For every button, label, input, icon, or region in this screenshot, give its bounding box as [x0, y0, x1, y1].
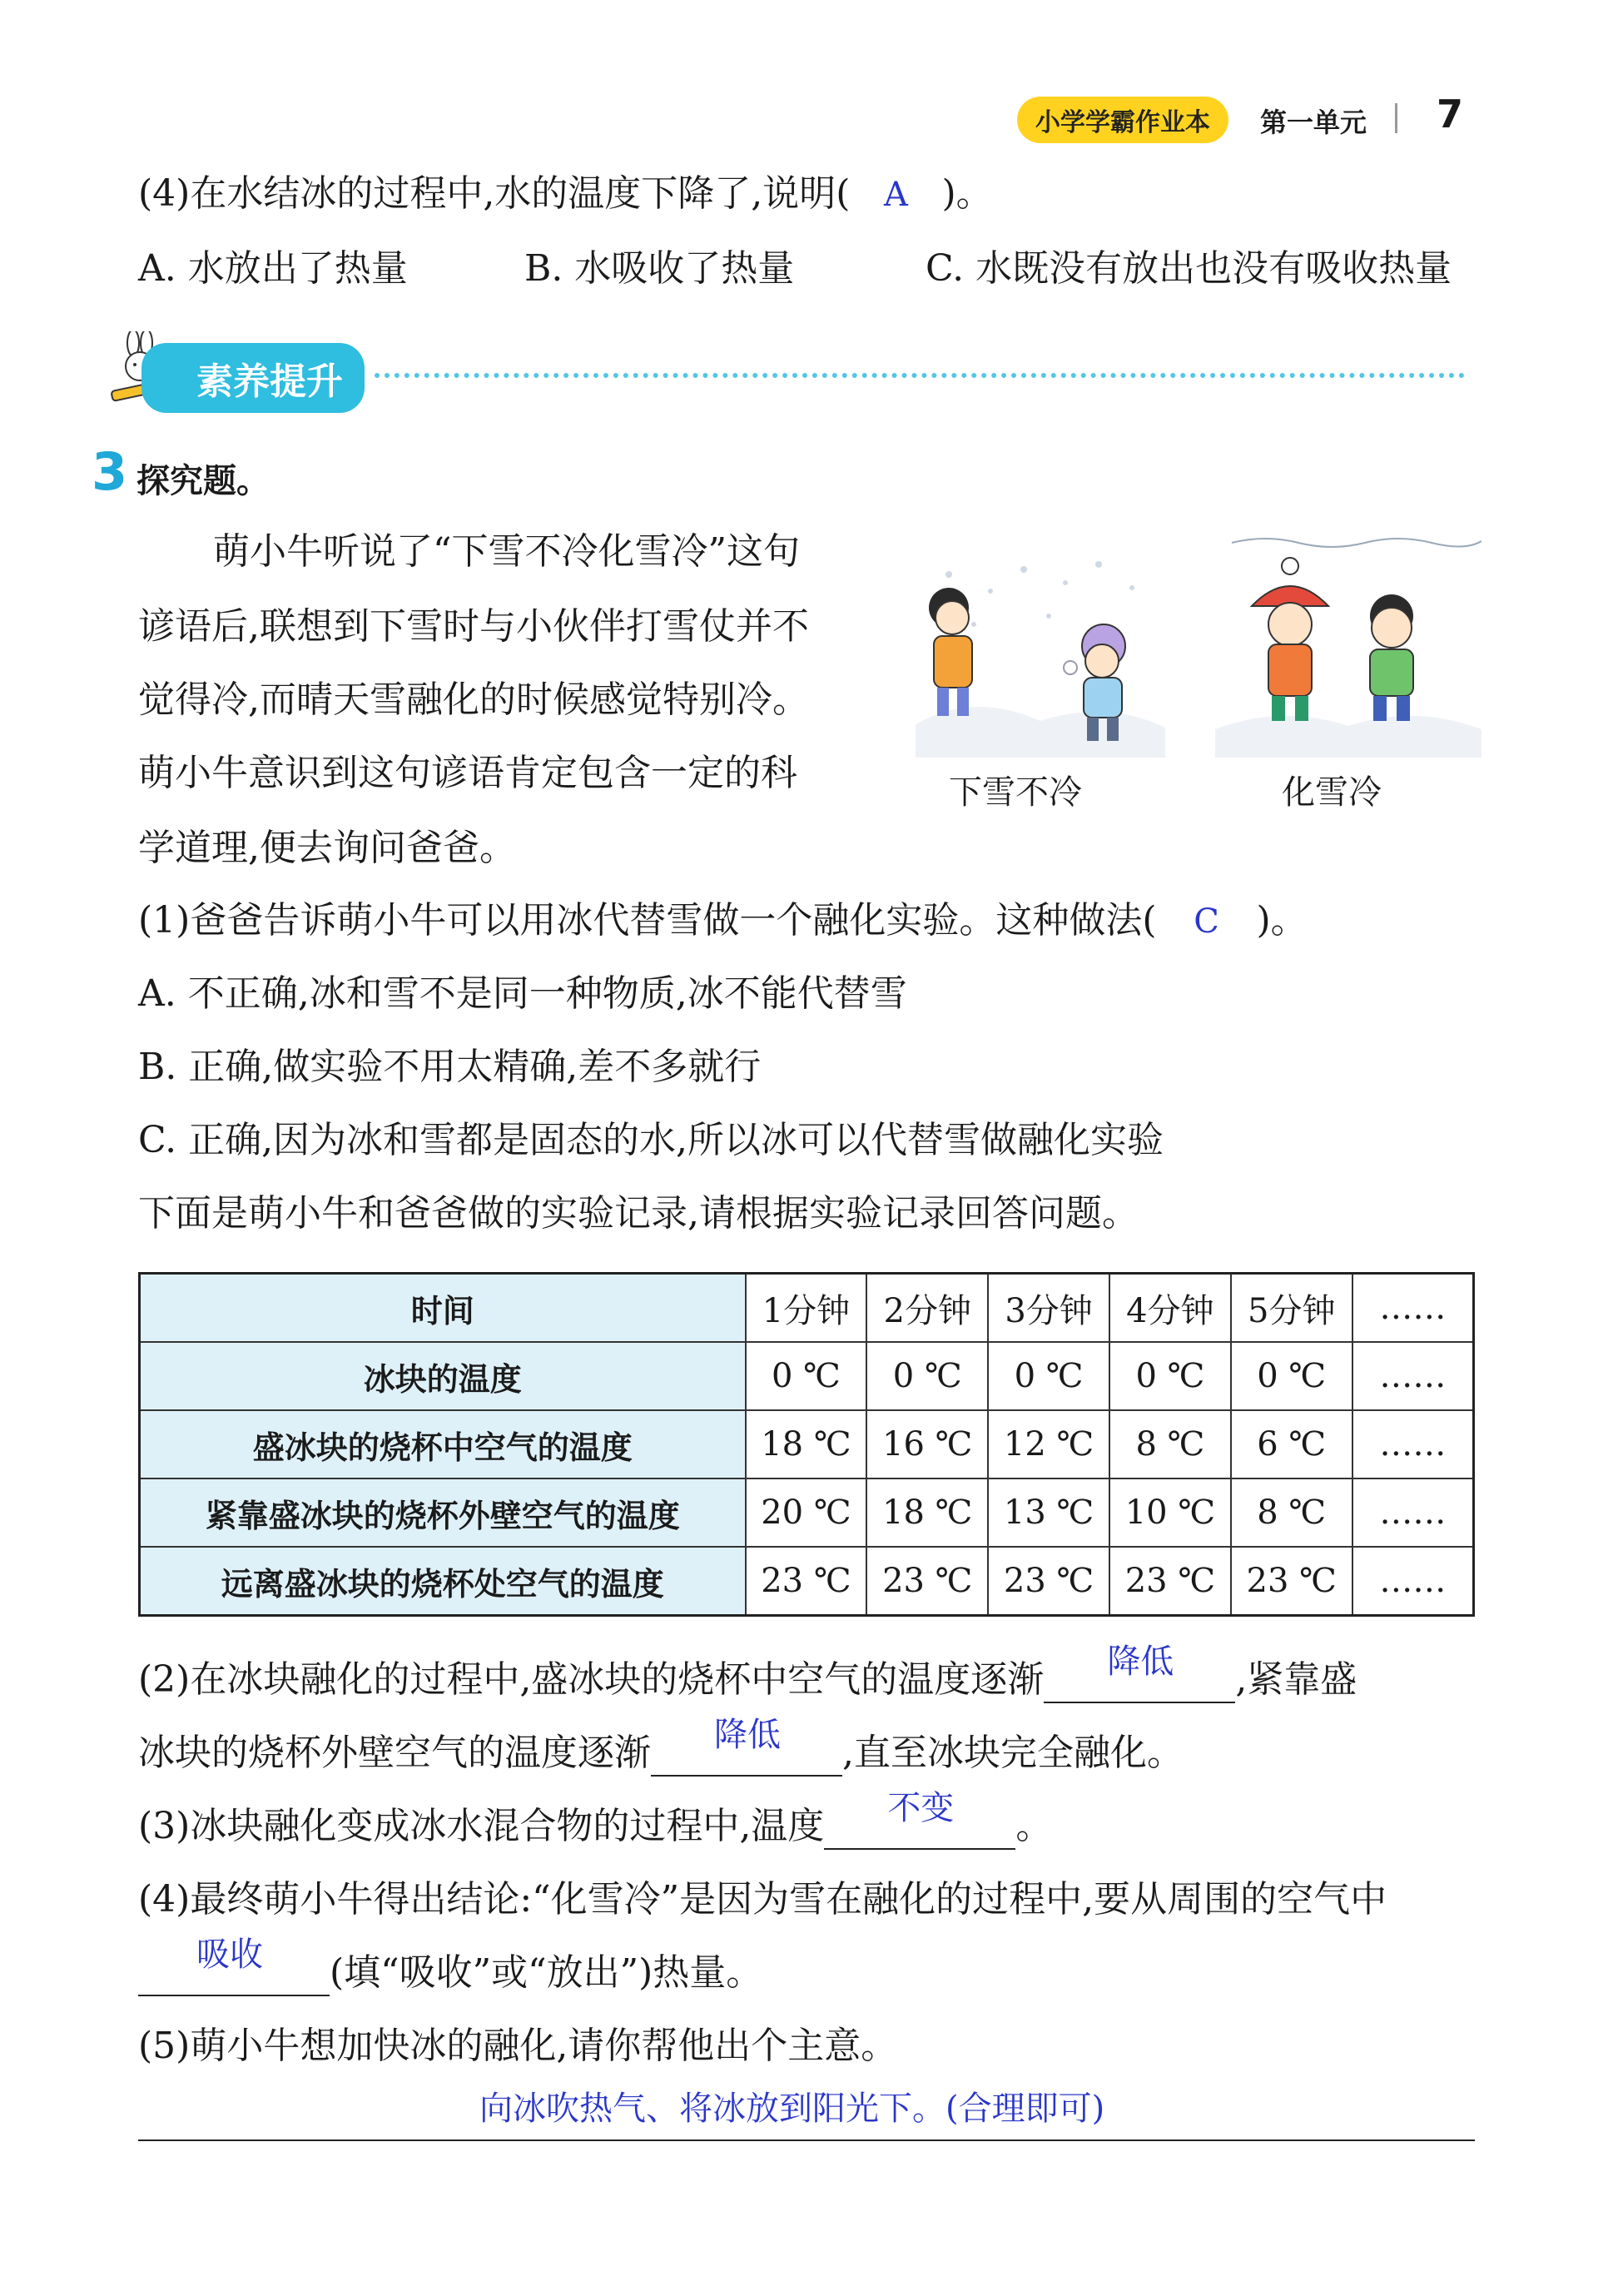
experiment-record-table	[138, 1272, 1475, 1617]
table-header-cell: 5分钟	[1231, 1274, 1352, 1343]
table-row	[140, 1410, 1474, 1478]
sub1-stem: (1)爸爸告诉萌小牛可以用冰代替雪做一个融化实验。这种做法( C )。	[138, 897, 1308, 945]
table-cell: 8 ℃	[1109, 1410, 1231, 1478]
table-cell: 13 ℃	[988, 1478, 1109, 1547]
page-number: 7	[1437, 92, 1464, 137]
prev-q4-option-c: C. 水既没有放出也没有吸收热量	[926, 247, 1452, 290]
sub2-line-1: (2)在冰块融化的过程中,盛冰块的烧杯中空气的温度逐渐 降低 ,紧靠盛	[138, 1657, 1357, 1703]
sub1-option-c: C. 正确,因为冰和雪都是固态的水,所以冰可以代替雪做融化实验	[138, 1119, 1164, 1161]
sub4-line-2: 吸收 (填“吸收”或“放出”)热量。	[138, 1950, 762, 1996]
table-cell: 23 ℃	[866, 1547, 988, 1616]
sub1-option-a: A. 不正确,冰和雪不是同一种物质,冰不能代替雪	[138, 972, 907, 1015]
table-header-cell: ……	[1352, 1274, 1474, 1343]
right-image-caption: 化雪冷	[1282, 773, 1382, 812]
sub4-stem: (4)最终萌小牛得出结论:“化雪冷”是因为雪在融化的过程中,要从周围的空气中	[138, 1878, 1387, 1921]
table-header-cell: 时间	[140, 1274, 746, 1343]
unit-label: 第一单元	[1260, 107, 1367, 138]
prev-q4-option-a: A. 水放出了热量	[138, 247, 408, 290]
table-cell: 20 ℃	[746, 1478, 867, 1547]
row-label: 冰块的温度	[140, 1342, 746, 1410]
sub3-blank[interactable]: 不变	[824, 1806, 1015, 1850]
row-label: 盛冰块的烧杯中空气的温度	[140, 1410, 746, 1478]
table-cell: 0 ℃	[866, 1342, 988, 1410]
table-cell: ……	[1352, 1478, 1474, 1547]
row-label: 紧靠盛冰块的烧杯外壁空气的温度	[140, 1478, 746, 1547]
table-header-cell: 2分钟	[866, 1274, 988, 1343]
sub5-stem: (5)萌小牛想加快冰的融化,请你帮他出个主意。	[138, 2025, 898, 2067]
intro-line-5: 学道理,便去询问爸爸。	[138, 827, 516, 869]
sub5-answer-line[interactable]	[138, 2139, 1475, 2141]
table-cell: 18 ℃	[746, 1410, 867, 1478]
table-cell: 23 ℃	[988, 1547, 1109, 1616]
table-cell: 23 ℃	[1231, 1547, 1352, 1616]
table-row	[140, 1547, 1474, 1616]
question-number: 3	[92, 441, 128, 502]
sub2-blank-1[interactable]: 降低	[1044, 1660, 1235, 1703]
table-cell: 0 ℃	[1109, 1342, 1231, 1410]
section-banner: 素养提升	[141, 343, 365, 413]
table-cell: 0 ℃	[988, 1342, 1109, 1410]
table-cell: 23 ℃	[746, 1547, 867, 1616]
section-divider	[375, 373, 1465, 378]
intro-line-4: 萌小牛意识到这句谚语肯定包含一定的科	[138, 752, 797, 794]
table-header-cell: 3分钟	[988, 1274, 1109, 1343]
snow-fight-illustration	[899, 558, 1174, 758]
table-cell: 8 ℃	[1231, 1478, 1352, 1547]
sub1-answer: C	[1194, 902, 1219, 941]
table-cell: 10 ℃	[1109, 1478, 1231, 1547]
row-label: 远离盛冰块的烧杯处空气的温度	[140, 1547, 746, 1616]
table-row	[140, 1342, 1474, 1410]
sub5-answer: 向冰吹热气、将冰放到阳光下。(合理即可)	[479, 2090, 1105, 2128]
intro-line-1: 萌小牛听说了“下雪不冷化雪冷”这句	[213, 530, 800, 573]
intro-line-3: 觉得冷,而晴天雪融化的时候感觉特别冷。	[138, 678, 809, 721]
snow-melting-illustration	[1215, 533, 1481, 758]
table-header-cell: 1分钟	[746, 1274, 867, 1343]
prev-q4-stem: (4)在水结冰的过程中,水的温度下降了,说明( A )。	[138, 171, 993, 218]
table-cell: 23 ℃	[1109, 1547, 1231, 1616]
table-cell: 12 ℃	[988, 1410, 1109, 1478]
header-divider	[1395, 103, 1397, 133]
table-cell: ……	[1352, 1410, 1474, 1478]
table-header-cell: 4分钟	[1109, 1274, 1231, 1343]
sub2-line-2: 冰块的烧杯外壁空气的温度逐渐 降低 ,直至冰块完全融化。	[138, 1730, 1184, 1777]
table-cell: 16 ℃	[866, 1410, 988, 1478]
table-cell: ……	[1352, 1342, 1474, 1410]
table-header-row	[140, 1274, 1474, 1343]
table-cell: 0 ℃	[746, 1342, 867, 1410]
table-intro: 下面是萌小牛和爸爸做的实验记录,请根据实验记录回答问题。	[138, 1192, 1139, 1235]
intro-line-2: 谚语后,联想到下雪时与小伙伴打雪仗并不	[138, 605, 809, 648]
left-image-caption: 下雪不冷	[949, 773, 1082, 812]
table-cell: 18 ℃	[866, 1478, 988, 1547]
prev-q4-option-b: B. 水吸收了热量	[524, 247, 795, 290]
sub4-blank[interactable]: 吸收	[138, 1953, 330, 1996]
prev-q4-answer: A	[884, 176, 908, 214]
table-row	[140, 1478, 1474, 1547]
sub3-line: (3)冰块融化变成冰水混合物的过程中,温度 不变 。	[138, 1803, 1052, 1850]
sub2-blank-2[interactable]: 降低	[651, 1733, 842, 1777]
question-title: 探究题。	[136, 462, 270, 500]
table-cell: ……	[1352, 1547, 1474, 1616]
sub1-option-b: B. 正确,做实验不用太精确,差不多就行	[138, 1046, 762, 1088]
table-cell: 0 ℃	[1231, 1342, 1352, 1410]
table-cell: 6 ℃	[1231, 1410, 1352, 1478]
book-title-badge: 小学学霸作业本	[1017, 97, 1228, 143]
